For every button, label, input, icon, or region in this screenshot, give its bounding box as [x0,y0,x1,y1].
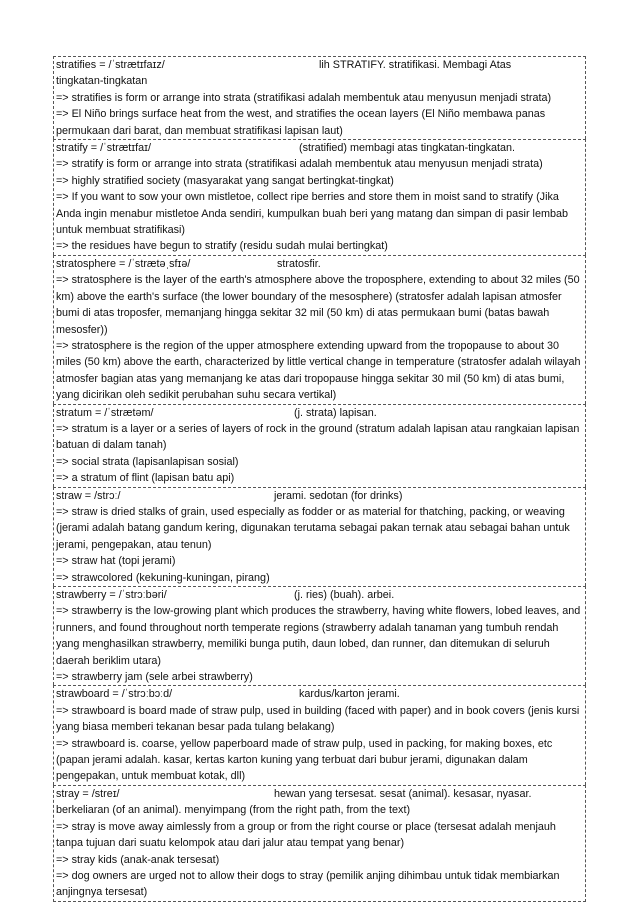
entry-line: => social strata (lapisanlapisan sosial) [56,455,239,468]
entry-line: => stray is move away aimlessly from a group or from the right course or place (tersesat adalah menjauh tanpa tujuan dari suatu kelompok atau dari jalur atau tempat yang benar) [56,820,556,850]
entry-line: => stratify is form or arrange into strata (stratifikasi adalah membentuk atau menyusun menjadi strata) [56,158,543,171]
headword: stratosphere = /ˈstrætəˌsfɪə/ [56,257,191,270]
entry-line: => a stratum of flint (lapisan batu api) [56,472,235,485]
entry-line: => strawcolored (kekuning-kuningan, pirang) [56,571,270,584]
entry-line: => stratosphere is the region of the upper atmosphere extending upward from the tropopause to about 30 miles (50 km) above the earth, characterized by little vertical change in temperature (stratosfer adalah wilayah atmosfer bagian atas yang memanjang ke atas dari tropopause hingga sekitar 30 mil (50 km) di atas bumi, yang dicirikan oleh sedikit perubahan suhu secara vertikal) [56,339,581,402]
entry-line: => straw hat (topi jerami) [56,555,176,568]
entry-line: => the residues have begun to stratify (residu sudah mulai bertingkat) [56,240,388,253]
entry-line: => El Niño brings surface heat from the west, and stratifies the ocean layers (El Niño membawa panas permukaan dari barat, dan membuat stratifikasi lapisan laut) [56,108,546,137]
dictionary-page [53,56,586,902]
entry-stratum [53,404,586,487]
entry-strawboard [53,685,586,784]
gloss: jerami. sedotan (for drinks) [274,489,403,502]
gloss: (stratified) membagi atas tingkatan-tingkatan. [299,142,516,155]
entry-line: => strawboard is. coarse, yellow paperboard made of straw pulp, used in packing, for making boxes, etc (papan jerami adalah. kasar, kertas karton kuning yang terbuat dari bubur jerami, digunakan dalam pengepakan, untuk membuat kotak, dll) [56,737,553,783]
headword: straw = /strɔː/ [56,489,121,502]
headword: stratify = /ˈstrætɪfaɪ/ [56,142,151,155]
headword: strawboard = /ˈstrɔːbɔːd/ [56,688,173,701]
gloss: hewan yang tersesat. sesat (animal). kesasar, nyasar. [274,787,532,800]
entry-line: => strawberry jam (sele arbei strawberry) [56,671,253,684]
entry-strawberry [53,586,586,685]
entry-line: => strawberry is the low-growing plant which produces the strawberry, having white flowers, lobed leaves, and runners, and found throughout north temperate regions (strawberry adalah tanaman yang tumbuh rendah yang menghasilkan strawberry, memiliki bunga putih, daun lobed, dan runner, dan ditemukan di seluruh daerah beriklim utara) [56,605,581,667]
gloss: lih STRATIFY. stratifikasi. Membagi Atas [319,59,512,71]
entry-line: => stray kids (anak-anak tersesat) [56,853,220,866]
entry-stratifies [53,56,586,139]
gloss: (j. strata) lapisan. [294,406,377,419]
entry-stratosphere [53,255,586,404]
gloss: (j. ries) (buah). arbei. [294,589,395,601]
entry-stray [53,785,586,902]
headword: stray = /streɪ/ [56,787,120,800]
headword: strawberry = /ˈstrɔːbəri/ [56,589,167,601]
entry-line: => If you want to sow your own mistletoe, collect ripe berries and store them in moist sand to stratify (Jika Anda ingin menabur mistletoe Anda sendiri, kumpulkan buah beri yang matang dan simpan di pasir lembab untuk membuat stratifikasi) [56,191,568,237]
headword: stratum = /ˈstrætəm/ [56,406,154,419]
entry-line: => straw is dried stalks of grain, used especially as fodder or as material for thatching, packing, or weaving (jerami adalah batang gandum kering, digunakan terutama sebagai pakan ternak atau sebagai bahan untuk jerami, pengepakan, atau tenun) [56,505,570,551]
entry-line: => stratosphere is the layer of the earth's atmosphere above the troposphere, extending to about 32 miles (50 km) above the earth's surface (the lower boundary of the mesosphere) (stratosfer adalah lapisan atmosfer bumi di atas troposfer, memanjang hingga sekitar 32 mil (50 km) di atas permukaan bumi (batas bawah mesosfer)) [56,274,580,336]
gloss: stratosfir. [277,257,321,270]
entry-line: => strawboard is board made of straw pulp, used in building (faced with paper) and in book covers (jenis kursi yang biasa memberi tekanan besar pada tulang belakang) [56,704,580,734]
entry-line: => stratum is a layer or a series of layers of rock in the ground (stratum adalah lapisan atau rangkaian lapisan batuan di dalam tanah) [56,422,580,452]
gloss: kardus/karton jerami. [299,688,400,701]
headword: stratifies = /ˈstrætɪfaɪz/ [56,59,165,71]
entry-line: tingkatan-tingkatan [56,75,148,88]
entry-line: berkeliaran (of an animal). menyimpang (from the right path, from the text) [56,804,411,817]
entry-line: => stratifies is form or arrange into strata (stratifikasi adalah membentuk atau menyusun menjadi strata) [56,91,552,104]
entry-line: => dog owners are urged not to allow their dogs to stray (pemilik anjing dihimbau untuk tidak membiarkan anjingnya tersesat) [56,869,560,899]
entry-straw [53,487,586,586]
entry-stratify [53,139,586,255]
entry-line: => highly stratified society (masyarakat yang sangat bertingkat-tingkat) [56,174,394,187]
